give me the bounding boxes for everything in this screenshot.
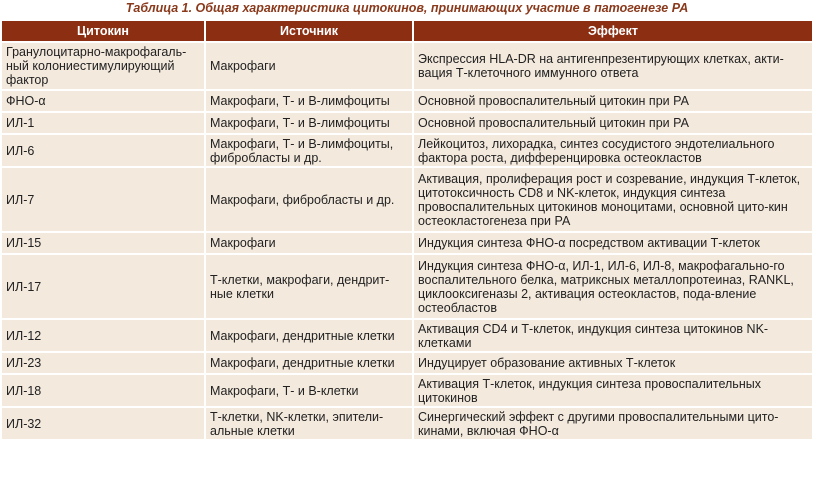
cell-effect: Индукция синтеза ФНО-α посредством активации Т-клеток: [414, 233, 812, 253]
cell-effect: Активация Т-клеток, индукция синтеза провоспалительных цитокинов: [414, 375, 812, 406]
cell-cytokine: ИЛ-6: [2, 135, 204, 166]
cell-source: Макрофаги, Т- и В-лимфоциты: [206, 113, 412, 133]
cell-effect: Экспрессия HLA-DR на антигенпрезентирующих клетках, акти-вация Т-клеточного иммунного ответа: [414, 43, 812, 89]
cell-cytokine: ИЛ-23: [2, 353, 204, 373]
cell-cytokine: ИЛ-32: [2, 408, 204, 439]
table-row: [2, 353, 812, 373]
table-row: [2, 255, 812, 318]
cell-source: Макрофаги, Т- и В-лимфоциты, фибробласты и др.: [206, 135, 412, 166]
cell-source: Макрофаги, Т- и В-лимфоциты: [206, 91, 412, 111]
header-source: Источник: [206, 21, 412, 41]
cell-cytokine: ИЛ-18: [2, 375, 204, 406]
cell-effect: Основной провоспалительный цитокин при РА: [414, 91, 812, 111]
header-effect: Эффект: [414, 21, 812, 41]
table-row: [2, 113, 812, 133]
cell-source: Макрофаги: [206, 43, 412, 89]
cell-source: Т-клетки, макрофаги, дендрит-ные клетки: [206, 255, 412, 318]
table-row: [2, 168, 812, 231]
cell-cytokine: ФНО-α: [2, 91, 204, 111]
table-row: [2, 320, 812, 351]
table-row: [2, 91, 812, 111]
cell-source: Макрофаги: [206, 233, 412, 253]
header-cytokine: Цитокин: [2, 21, 204, 41]
cell-effect: Лейкоцитоз, лихорадка, синтез сосудистого эндотелиального фактора роста, дифференцировка остеокластов: [414, 135, 812, 166]
table-row: [2, 233, 812, 253]
table-row: [2, 408, 812, 439]
cell-cytokine: ИЛ-7: [2, 168, 204, 231]
cell-source: Макрофаги, Т- и В-клетки: [206, 375, 412, 406]
cell-cytokine: ИЛ-12: [2, 320, 204, 351]
cell-source: Макрофаги, фибробласты и др.: [206, 168, 412, 231]
cell-source: Макрофаги, дендритные клетки: [206, 320, 412, 351]
cell-effect: Индуцирует образование активных Т-клеток: [414, 353, 812, 373]
cell-effect: Активация CD4 и Т-клеток, индукция синтеза цитокинов NK-клетками: [414, 320, 812, 351]
table-header-row: [2, 21, 812, 41]
cell-effect: Активация, пролиферация рост и созревание, индукция Т-клеток, цитотоксичность CD8 и NK-клеток, индукция синтеза провоспалительных цитокинов моноцитами, основной цито-кин остеокластогенеза при РА: [414, 168, 812, 231]
table-row: [2, 43, 812, 89]
cytokine-table: [0, 19, 814, 441]
table-caption: Таблица 1. Общая характеристика цитокинов, принимающих участие в патогенезе РА: [125, 1, 689, 15]
cell-cytokine: ИЛ-1: [2, 113, 204, 133]
table-row: [2, 135, 812, 166]
cell-source: Т-клетки, NK-клетки, эпители-альные клетки: [206, 408, 412, 439]
cell-source: Макрофаги, дендритные клетки: [206, 353, 412, 373]
cell-cytokine: ИЛ-15: [2, 233, 204, 253]
cell-effect: Основной провоспалительный цитокин при РА: [414, 113, 812, 133]
cell-cytokine: ИЛ-17: [2, 255, 204, 318]
cell-effect: Синергический эффект с другими провоспалительными цито-кинами, включая ФНО-α: [414, 408, 812, 439]
cell-effect: Индукция синтеза ФНО-α, ИЛ-1, ИЛ-6, ИЛ-8, макрофагально-го воспалительного белка, матриксных металлопротеиназ, RANKL, циклооксигеназы 2, активация остеокластов, пода-вление остеобластов: [414, 255, 812, 318]
table-row: [2, 375, 812, 406]
cell-cytokine: Гранулоцитарно-макрофагаль-ный колониестимулирующий фактор: [2, 43, 204, 89]
